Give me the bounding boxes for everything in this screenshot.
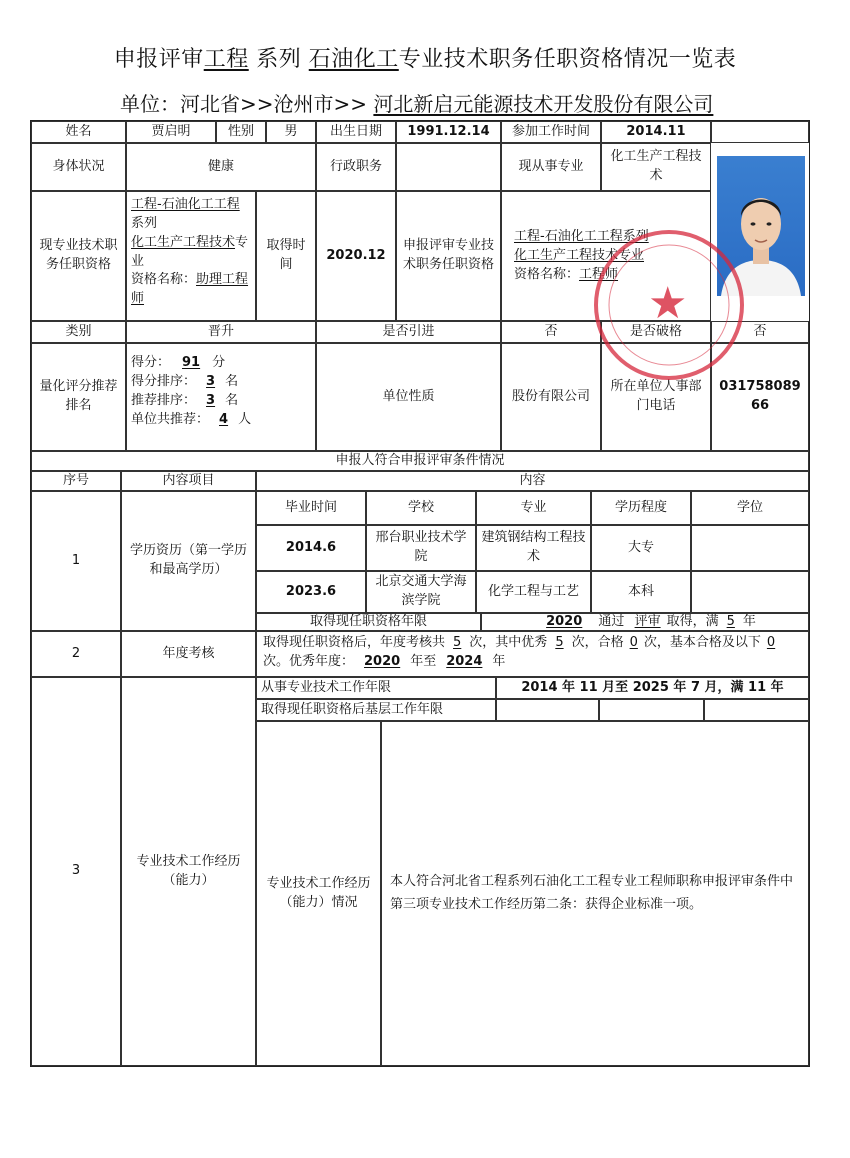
health-label: 身体状况 [31, 143, 126, 191]
title-specialty: 石油化工 [308, 47, 399, 72]
edu-years-mid: 通过 [598, 613, 625, 629]
unit-company: 河北新启元能源技术开发股份有限公司 [373, 92, 714, 116]
unit-path: 河北省>>沧州市>> [180, 92, 368, 116]
content-header: 内容 [256, 471, 809, 491]
edu-years-method: 评审 [634, 613, 661, 629]
edu-r2-date: 2023.6 [256, 571, 366, 613]
applicant-photo [717, 156, 805, 296]
introduced-label: 是否引进 [316, 321, 501, 343]
category-value: 晋升 [126, 321, 316, 343]
exceptional-value: 否 [711, 321, 809, 343]
edu-years-obtain: 取得，满 [666, 613, 719, 629]
birth-label: 出生日期 [316, 121, 396, 143]
admin-value [396, 143, 501, 191]
photo-header-cell [711, 121, 809, 143]
edu-years-n: 5 [726, 613, 735, 629]
item-header: 内容项目 [121, 471, 256, 491]
title-series: 工程 [203, 47, 249, 72]
current-specialty-suffix: 专业 [131, 234, 249, 269]
seal-star-icon: ★ [648, 278, 688, 329]
rec-rank-value: 3 [206, 392, 216, 408]
annual-t6: 年至 [410, 653, 437, 669]
edu-h-major: 专业 [476, 491, 591, 525]
score-rank-value: 3 [206, 373, 216, 389]
no-header: 序号 [31, 471, 121, 491]
score-block [126, 343, 316, 451]
exp-value: 本人符合河北省工程系列石油化工工程专业工程师职称申报评审条件中第三项专业技术工作经历第二条：获得企业标准一项。 [381, 721, 809, 1066]
edu-years-label: 取得现任职资格年限 [256, 613, 481, 631]
apply-title-label: 资格名称： [514, 266, 580, 282]
unit-line [120, 88, 713, 117]
score-label: 得分： [131, 355, 171, 370]
major-label: 现从事专业 [501, 143, 601, 191]
phone-value: 03175808966 [711, 343, 809, 451]
current-series-suffix: 系列 [131, 215, 158, 231]
grassroots-blank-1 [599, 699, 704, 721]
score-value: 91 [182, 355, 201, 370]
edu-h-level: 学历程度 [591, 491, 691, 525]
gender-label: 性别 [216, 121, 266, 143]
major-value: 化工生产工程技术 [601, 143, 711, 191]
total-rec-value: 4 [219, 411, 229, 427]
annual-t1: 取得现任职资格后，年度考核共 [263, 635, 446, 650]
current-qual-value [126, 191, 256, 321]
annual-t4: 次，基本合格及以下 [643, 635, 761, 650]
title-prefix: 申报评审 [113, 47, 204, 72]
obtain-value: 2020.12 [316, 191, 396, 321]
edu-item: 学历资历（第一学历和最高学历） [121, 491, 256, 631]
name-value: 贾启明 [126, 121, 216, 143]
annual-t5: 次。优秀年度： [263, 653, 355, 669]
admin-label: 行政职务 [316, 143, 396, 191]
current-specialty: 化工生产工程技术 [131, 234, 236, 250]
edu-r1-major: 建筑钢结构工程技术 [476, 525, 591, 571]
work-years-value: 2014 年 11 月至 2025 年 7 月，满 11 年 [496, 677, 809, 699]
edu-r1-school: 邢台职业技术学院 [366, 525, 476, 571]
edu-h-school: 学校 [366, 491, 476, 525]
health-value: 健康 [126, 143, 316, 191]
annual-item: 年度考核 [121, 631, 256, 677]
unit-label: 单位： [120, 92, 180, 116]
form-title [0, 42, 850, 73]
annual-pass: 0 [629, 635, 638, 650]
apply-title: 工程师 [579, 266, 619, 282]
apply-series: 工程-石油化工工程系列 [514, 229, 649, 244]
name-label: 姓名 [31, 121, 126, 143]
annual-total: 5 [453, 635, 462, 650]
rec-rank-label: 推荐排序： [131, 392, 197, 408]
annual-to: 2024 [446, 653, 483, 669]
annual-basic: 0 [766, 635, 776, 650]
gender-value: 男 [266, 121, 316, 143]
annual-value [256, 631, 809, 677]
edu-h-degree: 学位 [691, 491, 809, 525]
score-unit: 分 [212, 355, 226, 370]
grassroots-label: 取得现任职资格后基层工作年限 [256, 699, 496, 721]
introduced-value: 否 [501, 321, 601, 343]
edu-years-year: 2020 [546, 613, 583, 629]
qualification-table [30, 120, 810, 1067]
exceptional-label: 是否破格 [601, 321, 711, 343]
annual-excellent: 5 [555, 635, 564, 650]
grassroots-blank-2 [704, 699, 809, 721]
rec-rank-unit: 名 [225, 392, 239, 408]
apply-specialty: 化工生产工程技术专业 [514, 247, 645, 263]
total-rec-label: 单位共推荐： [131, 411, 210, 427]
edu-r1-degree [691, 525, 809, 571]
edu-r2-degree [691, 571, 809, 613]
current-qual-label: 现专业技术职务任职资格 [31, 191, 126, 321]
phone-label: 所在单位人事部门电话 [601, 343, 711, 451]
birth-value: 1991.12.14 [396, 121, 501, 143]
edu-no: 1 [31, 491, 121, 631]
score-rank-sub-label: 得分排序： [131, 373, 197, 389]
work-start-label: 参加工作时间 [501, 121, 601, 143]
section-title: 申报人符合申报评审条件情况 [31, 451, 809, 471]
title-mid: 系列 [256, 47, 302, 72]
category-label: 类别 [31, 321, 126, 343]
edu-r2-major: 化学工程与工艺 [476, 571, 591, 613]
edu-years-value [481, 613, 809, 631]
total-rec-unit: 人 [238, 411, 252, 427]
annual-t2: 次，其中优秀 [469, 635, 548, 650]
score-rank-unit: 名 [225, 373, 239, 389]
edu-r1-level: 大专 [591, 525, 691, 571]
edu-r1-date: 2014.6 [256, 525, 366, 571]
nature-label: 单位性质 [316, 343, 501, 451]
title-suffix: 专业技术职务任职资格情况一览表 [398, 47, 737, 72]
edu-r2-school: 北京交通大学海滨学院 [366, 571, 476, 613]
work-item: 专业技术工作经历（能力） [121, 677, 256, 1066]
score-rank-label: 量化评分推荐排名 [31, 343, 126, 451]
grassroots-value [496, 699, 599, 721]
annual-t7: 年 [492, 653, 506, 669]
portrait-icon [717, 156, 805, 296]
current-series: 工程-石油化工工程 [131, 197, 240, 212]
work-start-value: 2014.11 [601, 121, 711, 143]
edu-years-unit: 年 [742, 613, 756, 629]
current-title: 助理工程师 [131, 272, 249, 307]
obtain-label: 取得时间 [256, 191, 316, 321]
nature-value: 股份有限公司 [501, 343, 601, 451]
annual-from: 2020 [364, 653, 401, 669]
edu-r2-level: 本科 [591, 571, 691, 613]
apply-label: 申报评审专业技术职务任职资格 [396, 191, 501, 321]
current-title-label: 资格名称： [131, 272, 197, 288]
work-years-label: 从事专业技术工作年限 [256, 677, 496, 699]
annual-no: 2 [31, 631, 121, 677]
annual-t3: 次，合格 [571, 635, 624, 650]
apply-value [501, 191, 711, 321]
exp-label: 专业技术工作经历（能力）情况 [256, 721, 381, 1066]
work-no: 3 [31, 677, 121, 1066]
edu-h-date: 毕业时间 [256, 491, 366, 525]
